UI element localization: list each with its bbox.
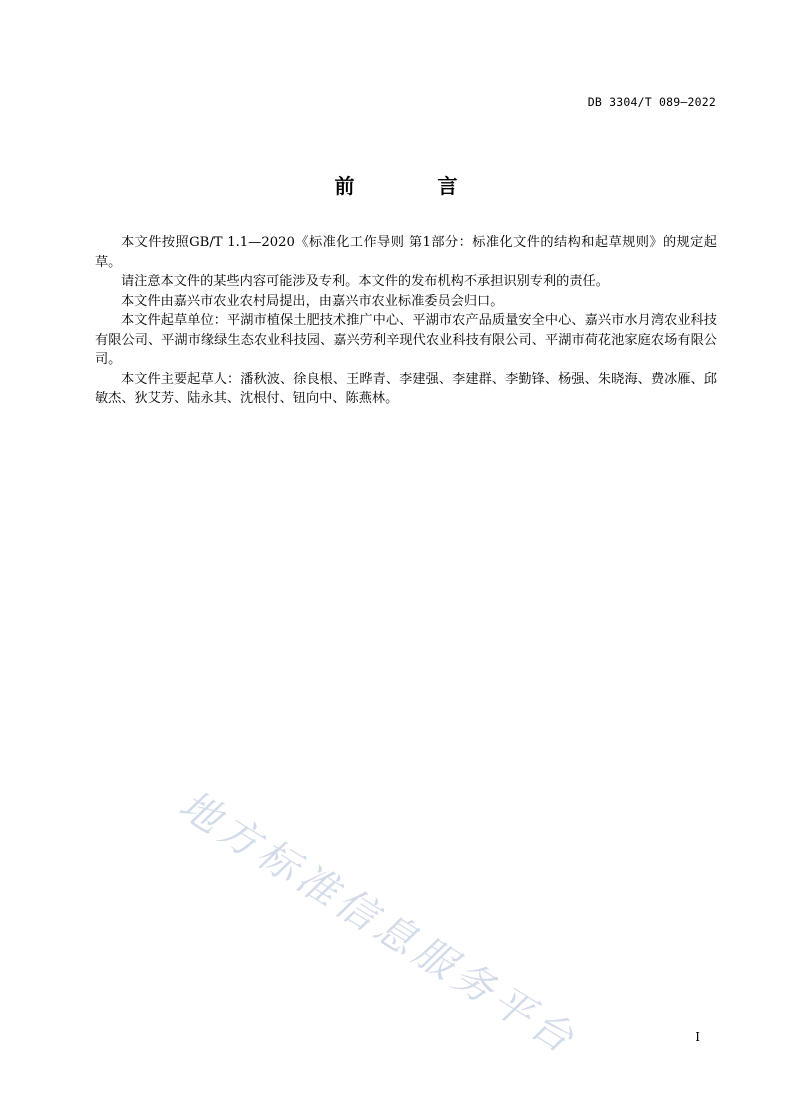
page-title: 前 言 bbox=[334, 174, 496, 198]
document-code: DB 3304/T 089—2022 bbox=[587, 95, 716, 109]
paragraph-proposer: 本文件由嘉兴市农业农村局提出，由嘉兴市农业标准委员会归口。 bbox=[121, 293, 504, 309]
paragraph-drafters: 本文件主要起草人：潘秋波、徐良根、王晔青、李建强、李建群、李勤锋、杨强、朱晓海、费冰雁、邱敏杰、狄艾芳、陆永其、沈根付、钮向中、陈燕林。 bbox=[95, 371, 717, 406]
paragraph-drafting-basis: 本文件按照GB/T 1.1—2020《标准化工作导则 第1部分：标准化文件的结构和起草规则》的规定起草。 bbox=[95, 235, 717, 270]
paragraph-drafting-units: 本文件起草单位：平湖市植保土肥技术推广中心、平湖市农产品质量安全中心、嘉兴市水月湾农业科技有限公司、平湖市缘绿生态农业科技园、嘉兴劳利辛现代农业科技有限公司、平湖市荷花池家庭农场有限公司。 bbox=[95, 313, 717, 367]
page-number: I bbox=[695, 1030, 700, 1044]
paragraph-patent-notice: 请注意本文件的某些内容可能涉及专利。本文件的发布机构不承担识别专利的责任。 bbox=[121, 274, 609, 289]
watermark: 地方标准信息服务平台 bbox=[170, 781, 586, 1065]
foreword-body bbox=[95, 233, 717, 409]
